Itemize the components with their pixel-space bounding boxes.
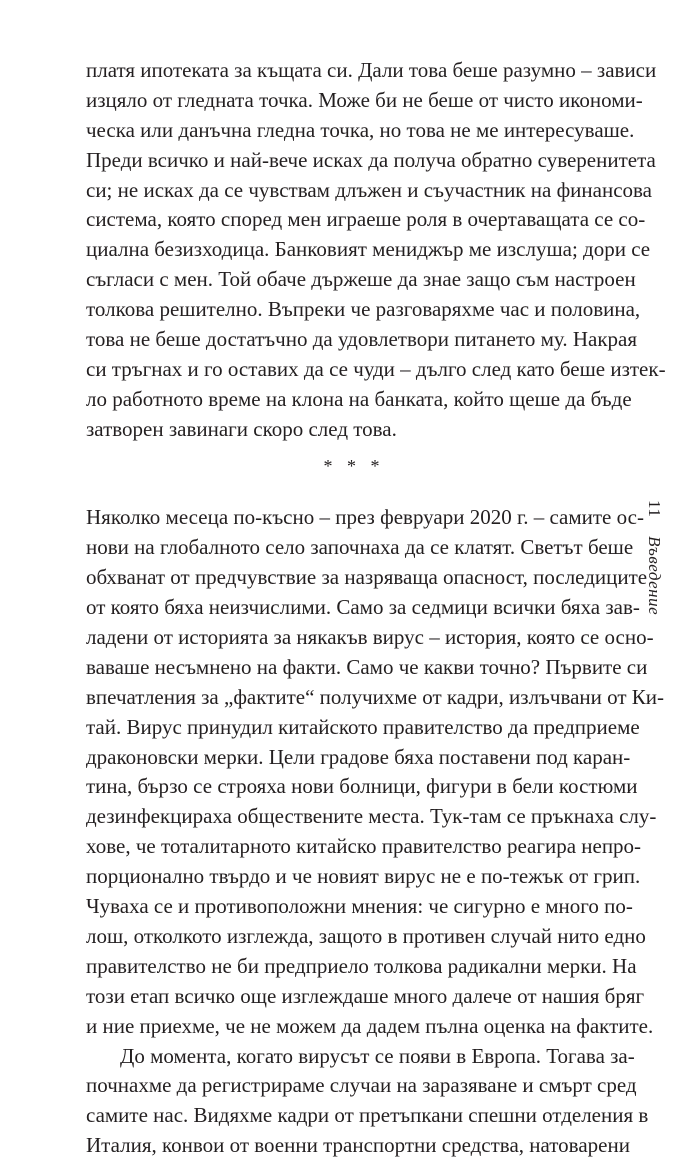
running-head-text xyxy=(644,500,664,615)
text-line: ческа или данъчна гледна точка, но това не ме интересуваше. xyxy=(86,116,622,146)
text-line: нови на глобалното село започнаха да се клатят. Светът беше xyxy=(86,533,622,563)
text-line: ладени от историята за някакъв вирус – история, която се осно- xyxy=(86,623,622,653)
text-line: си тръгнах и го оставих да се чуди – дълго след като беше изтек- xyxy=(86,355,622,385)
text-line: Италия, конвои от военни транспортни средства, натоварени xyxy=(86,1131,622,1161)
text-line: затворен завинаги скоро след това. xyxy=(86,415,622,445)
text-line: лош, отколкото изглежда, защото в противен случай нито едно xyxy=(86,922,622,952)
text-line: драконовски мерки. Цели градове бяха поставени под каран- xyxy=(86,743,622,773)
paragraph-1 xyxy=(86,56,622,445)
text-line: ло работното време на клона на банката, който щеше да бъде xyxy=(86,385,622,415)
text-line: платя ипотеката за къщата си. Дали това беше разумно – зависи xyxy=(86,56,622,86)
text-line: съгласи с мен. Той обаче държеше да знае защо съм настроен xyxy=(86,265,622,295)
page-body xyxy=(86,56,622,1161)
text-line: Преди всичко и най-вече исках да получа обратно суверенитета xyxy=(86,146,622,176)
section-separator: * * * xyxy=(86,452,622,482)
text-line: от която бяха неизчислими. Само за седмици всички бяха зав- xyxy=(86,593,622,623)
text-line: правителство не би предприело толкова радикални мерки. На xyxy=(86,952,622,982)
text-line: Чуваха се и противоположни мнения: че сигурно е много по- xyxy=(86,892,622,922)
paragraph-2 xyxy=(86,503,622,1041)
text-line: порционално твърдо и че новият вирус не е по-тежък от грип. xyxy=(86,862,622,892)
text-line: тина, бързо се строяха нови болници, фигури в бели костюми xyxy=(86,772,622,802)
text-line: До момента, когато вирусът се появи в Европа. Тогава за- xyxy=(86,1042,622,1072)
text-line: хове, че тоталитарното китайско правителство реагира непро- xyxy=(86,832,622,862)
text-line: дезинфекцираха обществените места. Тук-там се пръкнаха слу- xyxy=(86,802,622,832)
text-line: толкова решително. Въпреки че разговаряхме час и половина, xyxy=(86,295,622,325)
text-line: тай. Вирус принудил китайското правителство да предприеме xyxy=(86,713,622,743)
text-line: изцяло от гледната точка. Може би не беше от чисто икономи- xyxy=(86,86,622,116)
text-line: и ние приехме, че не можем да дадем пълна оценка на фактите. xyxy=(86,1012,622,1042)
text-line: впечатления за „фактите“ получихме от кадри, излъчвани от Ки- xyxy=(86,683,622,713)
text-line: ваваше несъмнено на факти. Само че какви точно? Първите си xyxy=(86,653,622,683)
text-line: система, която според мен играеше роля в очертаващата се со- xyxy=(86,205,622,235)
text-line: си; не исках да се чувствам длъжен и съучастник на финансова xyxy=(86,176,622,206)
running-head xyxy=(634,500,668,660)
text-line: циална безизходица. Банковият мениджър ме изслуша; дори се xyxy=(86,235,622,265)
text-line: почнахме да регистрираме случаи на заразяване и смърт сред xyxy=(86,1071,622,1101)
page-number: 11 xyxy=(645,500,664,517)
text-line: този етап всичко още изглеждаше много далече от нашия бряг xyxy=(86,982,622,1012)
text-line: обхванат от предчувствие за назряваща опасност, последиците xyxy=(86,563,622,593)
paragraph-3 xyxy=(86,1042,622,1161)
text-line: Няколко месеца по-късно – през февруари 2020 г. – самите ос- xyxy=(86,503,622,533)
text-line: това не беше достатъчно да удовлетвори питането му. Накрая xyxy=(86,325,622,355)
text-line: самите нас. Видяхме кадри от претъпкани спешни отделения в xyxy=(86,1101,622,1131)
chapter-title: Въведение xyxy=(645,536,664,615)
